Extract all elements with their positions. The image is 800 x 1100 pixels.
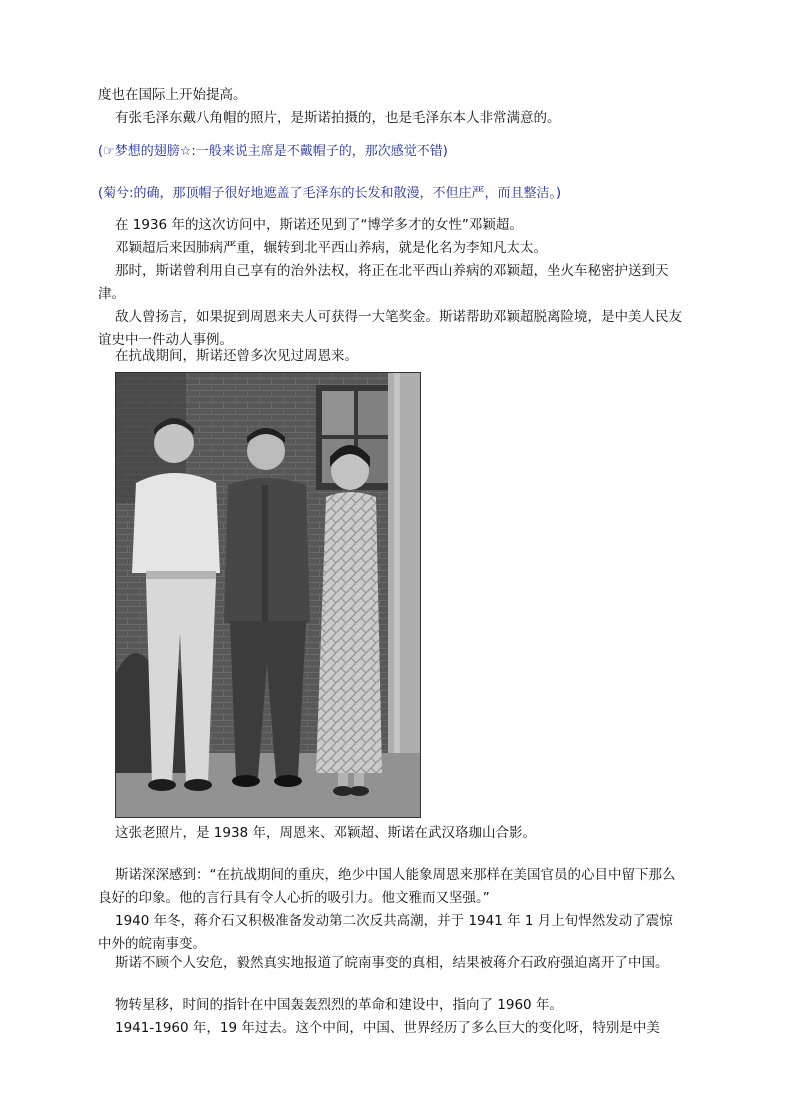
historical-group-photo (115, 372, 421, 818)
paragraph-10: 斯诺不顾个人安危，毅然真实地报道了皖南事变的真相，结果被蒋介石政府强迫离开了中国。 (115, 955, 669, 971)
paragraph-12: 1941-1960 年，19 年过去。这个中间，中国、世界经历了多么巨大的变化呀，特别是中美 (115, 1020, 660, 1036)
photo-caption: 这张老照片，是 1938 年，周恩来、邓颖超、斯诺在武汉珞珈山合影。 (115, 825, 536, 841)
paragraph-11: 物转星移，时间的指针在中国轰轰烈烈的革命和建设中，指向了 1960 年。 (115, 997, 563, 1013)
paragraph-9: 1940 年冬，蒋介石又积极准备发动第二次反共高潮，并于 1941 年 1 月上旬悍然发动了震惊中外的皖南事变。 (98, 913, 673, 952)
photo-illustration (116, 373, 420, 817)
paragraph-7: 在抗战期间，斯诺还曾多次见过周恩来。 (115, 348, 358, 364)
paragraph-3: 在 1936 年的这次访问中，斯诺还见到了“博学多才的女性”邓颖超。 (115, 217, 523, 233)
paragraph-1: 度也在国际上开始提高。 (98, 87, 247, 103)
paragraph-6: 敌人曾扬言，如果捉到周恩来夫人可获得一大笔奖金。斯诺帮助邓颖超脱离险境，是中美人民友谊史中一件动人事例。 (98, 309, 682, 348)
reader-comment-1: (☞梦想的翅膀☆:一般来说主席是不戴帽子的，那次感觉不错) (98, 144, 448, 159)
reader-comment-2: (菊兮:的确，那顶帽子很好地遮盖了毛泽东的长发和散漫，不但庄严，而且整洁。) (98, 186, 562, 201)
paragraph-8: 斯诺深深感到：“在抗战期间的重庆，绝少中国人能象周恩来那样在美国官员的心目中留下那么良好的印象。他的言行具有令人心折的吸引力。他文雅而又坚强。” (98, 867, 676, 906)
paragraph-5: 那时，斯诺曾利用自己享有的治外法权，将正在北平西山养病的邓颖超，坐火车秘密护送到天津。 (98, 263, 669, 302)
paragraph-2: 有张毛泽东戴八角帽的照片，是斯诺拍摄的，也是毛泽东本人非常满意的。 (115, 110, 561, 126)
paragraph-4: 邓颖超后来因肺病严重，辗转到北平西山养病，就是化名为李知凡太太。 (115, 240, 547, 256)
